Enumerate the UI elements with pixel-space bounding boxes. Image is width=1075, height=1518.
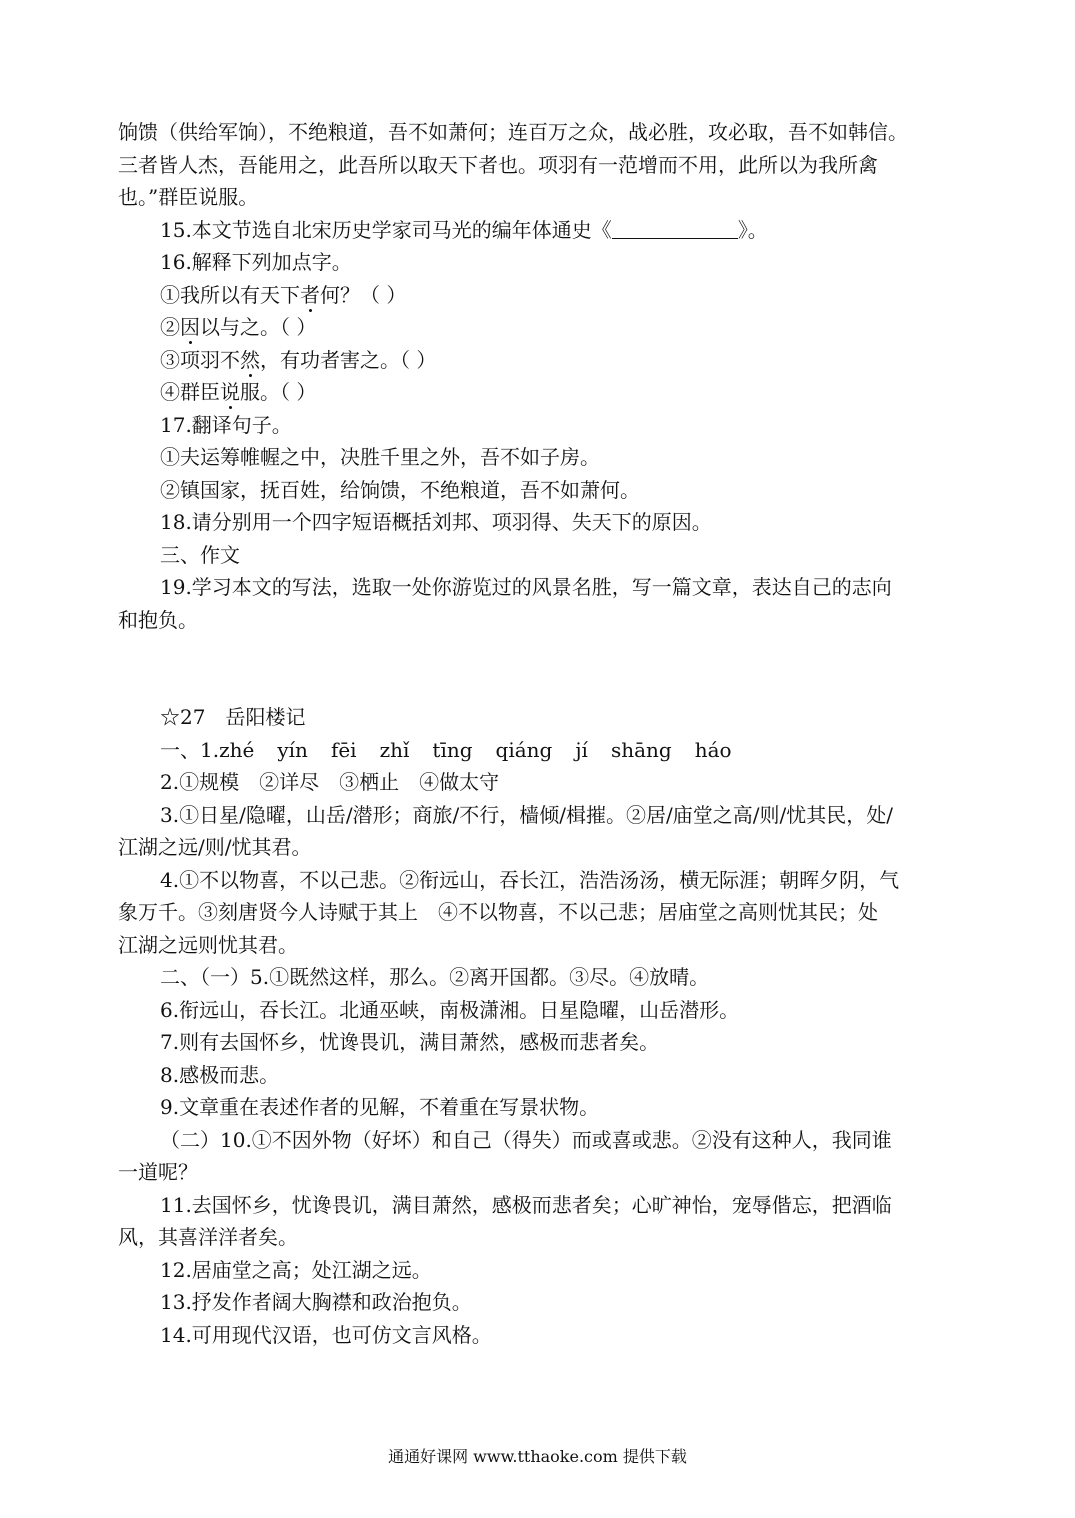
answer-line: 象万千。③刻唐贤今人诗赋于其上 ④不以物喜，不以己悲；居庙堂之高则忧其民；处 [118, 900, 878, 924]
pinyin-word: jí [575, 737, 588, 762]
item-text: 以与之。（ ） [200, 315, 317, 339]
question-16-items [118, 279, 960, 409]
answer-line: （二）10.①不因外物（好坏）和自己（得失）而或喜或悲。②没有这种人，我同谁 [160, 1127, 892, 1152]
answer-line: 4.①不以物喜，不以己悲。②衔远山，吞长江，浩浩汤汤，横无际涯；朝晖夕阴，气 [160, 867, 900, 892]
answer-line: 14.可用现代汉语，也可仿文言风格。 [160, 1322, 492, 1347]
question-16-item [118, 344, 960, 377]
section-title: ☆27 岳阳楼记 [160, 705, 306, 729]
dotted-character: 者 [300, 282, 320, 307]
pinyin-word: fēi [330, 737, 357, 762]
text-line: 三、作文 [160, 542, 240, 567]
text-line: 三者皆人杰，吾能用之，此吾所以取天下者也。项羽有一范增而不用，此所以为我所禽 [118, 152, 878, 177]
answer-line: 一道呢？ [118, 1160, 198, 1184]
answer-line: 7.则有去国怀乡，忧谗畏讥，满目萧然，感极而悲者矣。 [160, 1030, 660, 1054]
document-body [118, 116, 960, 1351]
text-line: 也。”群臣说服。 [118, 185, 259, 209]
text-line: ②镇国家，抚百姓，给饷馈，不绝粮道，吾不如萧何。 [160, 477, 640, 502]
question-15-text: 15.本文节选自北宋历史学家司马光的编年体通史《 [160, 217, 612, 242]
question-16-item [118, 279, 960, 312]
answer-line: 二、（一）5.①既然这样，那么。②离开国都。③尽。④放晴。 [160, 965, 710, 989]
dotted-character: 说 [220, 380, 240, 404]
text-line: 18.请分别用一个四字短语概括刘邦、项羽得、失天下的原因。 [160, 510, 712, 534]
text-line: 和抱负。 [118, 607, 198, 632]
question-15 [118, 214, 960, 247]
answer-line: 9.文章重在表述作者的见解，不着重在写景状物。 [160, 1095, 600, 1119]
answer-line: 江湖之远则忧其君。 [118, 932, 298, 957]
section-gap [118, 636, 960, 701]
question-15-end: 》。 [737, 217, 768, 242]
questions-17-19 [118, 409, 960, 637]
dotted-character: 然 [240, 347, 260, 372]
answer-line: 风，其喜洋洋者矣。 [118, 1225, 298, 1249]
item-text: ④群臣 [160, 380, 220, 404]
question-16-item [118, 311, 960, 344]
pinyin-word: shāng [610, 737, 672, 762]
footer-source: 通通好课网 www.tthaoke.com 提供下载 [388, 1447, 687, 1466]
question-16-item [118, 376, 960, 409]
answer-line: 8.感极而悲。 [160, 1062, 280, 1087]
answer-lines [118, 766, 960, 1351]
item-text: ，有功者害之。（ ） [260, 347, 437, 372]
answer-blank [612, 220, 738, 239]
text-line: 19.学习本文的写法，选取一处你游览过的风景名胜，写一篇文章，表达自己的志向 [160, 575, 892, 599]
pinyin-word: qiáng [495, 737, 553, 762]
item-text: 服。（ ） [240, 380, 317, 404]
question-16-title: 16.解释下列加点字。 [160, 250, 352, 274]
answer-line: 6.衔远山，吞长江。北通巫峡，南极潇湘。日星隐曜，山岳潜形。 [160, 997, 740, 1022]
answer-line: 2.①规模 ②详尽 ③栖止 ④做太守 [160, 770, 500, 794]
pinyin-word: yín [277, 737, 308, 762]
text-line: 饷馈（供给军饷），不绝粮道，吾不如萧何；连百万之众，战必胜，攻必取，吾不如韩信。 [118, 120, 908, 144]
pinyin-prefix: 一、1. [160, 737, 220, 762]
answer-line: 12.居庙堂之高；处江湖之远。 [160, 1257, 432, 1282]
answer-line: 11.去国怀乡，忧谗畏讥，满目萧然，感极而悲者矣；心旷神怡，宠辱偕忘，把酒临 [160, 1192, 892, 1217]
answer-line: 3.①日星/隐曜，山岳/潜形；商旅/不行，樯倾/楫摧。②居/庙堂之高/则/忧其民，处/ [160, 802, 893, 827]
passage-end [118, 116, 960, 214]
pinyin-word: zhé [219, 737, 255, 762]
pinyin-word: háo [694, 737, 732, 762]
answer-line: 13.抒发作者阔大胸襟和政治抱负。 [160, 1290, 472, 1314]
item-text: 何？（ ） [320, 282, 407, 307]
item-text: ①我所以有天下 [160, 282, 300, 307]
pinyin-words [219, 738, 754, 762]
answer-line: 江湖之远/则/忧其君。 [118, 835, 312, 859]
item-text: ② [160, 315, 180, 339]
dotted-character: 因 [180, 315, 200, 339]
pinyin-answer-line [118, 734, 960, 767]
text-line: ①夫运筹帷幄之中，决胜千里之外，吾不如子房。 [160, 445, 600, 469]
item-text: ③项羽不 [160, 347, 240, 372]
pinyin-word: tīng [432, 737, 473, 762]
pinyin-word: zhǐ [379, 737, 410, 762]
text-line: 17.翻译句子。 [160, 412, 292, 437]
